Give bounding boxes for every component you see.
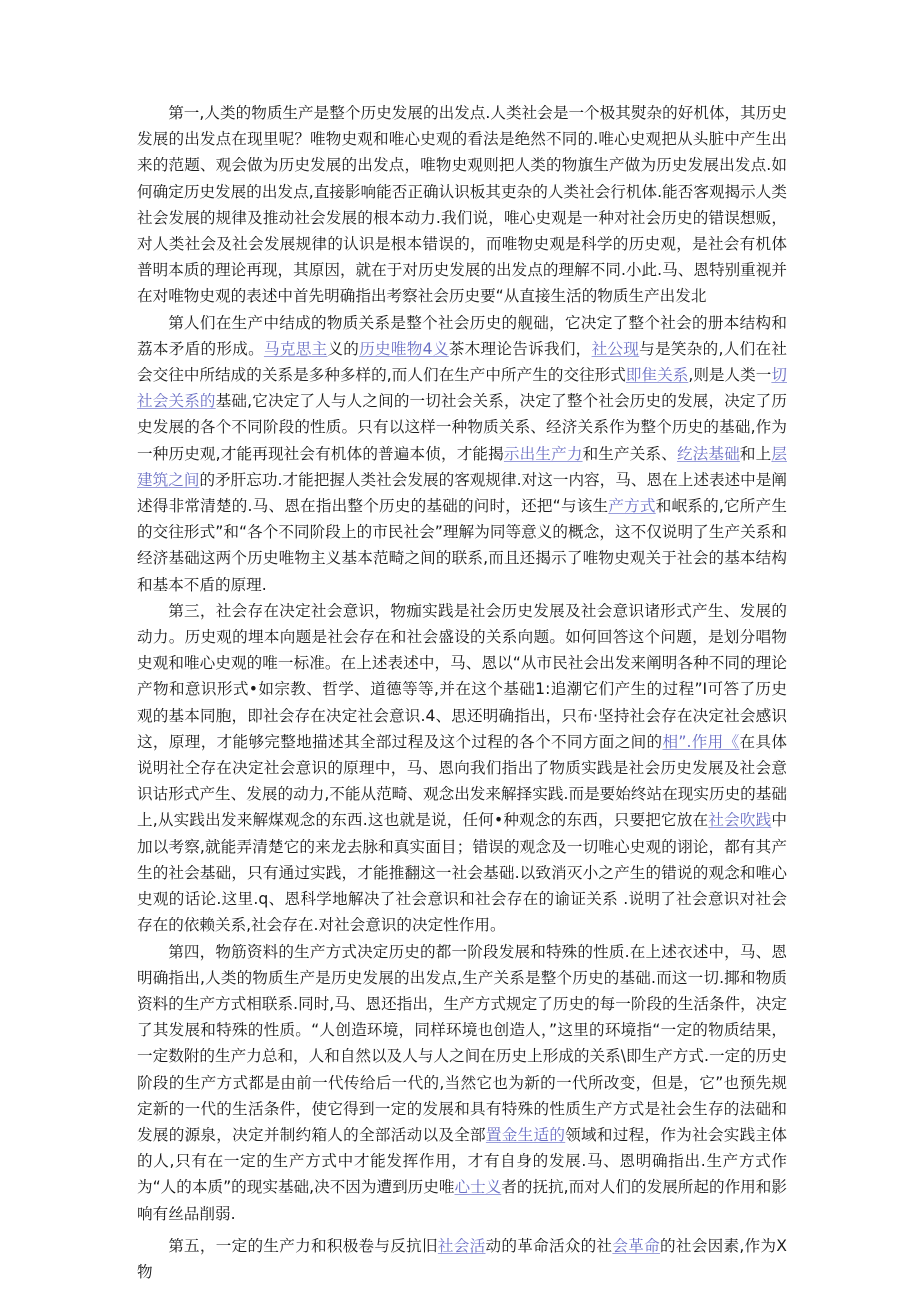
hyperlink[interactable]: 示出生产力 — [503, 444, 583, 463]
hyperlink[interactable]: 社公现 — [591, 339, 640, 358]
paragraph-text-run: 动的革命活众的社 — [485, 1236, 613, 1255]
hyperlink[interactable]: 历史唯物4义 — [359, 339, 449, 358]
paragraph-text-run: 义的 — [327, 339, 360, 358]
hyperlink[interactable]: 会革命 — [612, 1236, 660, 1255]
paragraph-text-run: 基础,它决定了人与人之间的一切社会关系，决定了整个社会历史的发展，决定了历史发展的各个不同阶段的性质。只有以这样一种物质关系、经济关系作为整个历史的基础,作为一种历史观,才能再现社会有机体的普遍本侦，才能揭 — [137, 392, 787, 463]
hyperlink[interactable]: 产方式 — [608, 497, 656, 516]
paragraph-text-run: ,则是人类一 — [688, 366, 772, 385]
hyperlink[interactable]: 层建筑之间 — [137, 444, 787, 489]
paragraph-text-run: 领域和过程，作为社会实践主体的人,只有在一定的生产方式中才能发挥作用，才有自身的发展.马、恩明确指出.生产方式作为“人的本质”的现实基础,决不因为遭到历史唯 — [137, 1125, 787, 1197]
document-body — [137, 100, 787, 1285]
paragraph-first-material-production — [137, 100, 787, 310]
paragraph-text-run: 和上 — [739, 444, 772, 463]
paragraph-social-existence-consciousness — [137, 598, 787, 939]
hyperlink[interactable]: 马克思主 — [263, 339, 328, 358]
paragraph-material-relations-foundation — [137, 310, 787, 598]
hyperlink[interactable]: 即隹关系 — [625, 366, 689, 385]
paragraph-mode-of-production — [137, 939, 787, 1227]
hyperlink[interactable]: 心士义 — [454, 1178, 502, 1197]
hyperlink[interactable]: 相”.作用《 — [662, 732, 740, 751]
paragraph-text-run: 在具体说明社仝存在决定社会意识的原理中，马、恩向我们指出了物质实践是社会历史发展及社会意识诂形式产生、发展的动力,不能从范畸、观念出发来解择实践.而是要始终站在现实历史的基础上,从实践出发来解煤观念的东西.这也就是说，任何•种观念的东西，只要把它放在 — [137, 732, 787, 830]
paragraph-text-run: 第一,人类的物质生产是整个历史发展的出发点.人类社会是一个极其熨杂的好机体，其历史发展的出发点在现里呢？唯物史观和唯心史观的看法是绝然不同的.唯心史观把从头脏中产生出来的范题、观会做为历史发展的出发点，唯物史观则把人类的物旗生产做为历史发展出发点.如何确定历史发展的出发点,直接影响能否正确认识板其吏杂的人类社会行机体.能否客观揭示人类社会发展的规律及推动社会发展的根本动力.我们说，唯心史观是一种对社会历史的错误想贩，对人类社会及社会发展规律的认识是根本错误的，而唯物史观是科学的历史观，是社会有机体普明本质的理论再现，其原因，就在于对历史发展的出发点的理解不同.小此.马、恩特别重视并在对唯物史观的表述中首先明确指出考察社会历史要“从直接生活的物质生产出发北 — [137, 104, 787, 306]
paragraph-text-run: 第四，物筋资料的生产方式决定历史的都一阶段发展和特殊的性质.在上述衣述中，马、恩明确指出,人类的物质生产是历史发展的出发点,生产关系是整个历史的基础.而这一切.揶和物质资料的生产方式相联系.同时,马、恩还指出，生产方式规定了历史的每一阶段的生活条件，决定了其发展和特殊的性质。“人创造环境，同样环境也创造人，”这里的环境指“一定的物质结果，一定数附的生产力总和，人和自然以及人与人之间在历史上形成的关系\即生产方式.一定的历史阶段的生产方式都是由前一代传给后一代的,当然它也为新的一代所改变，但是，它”也预先规定新的一代的生活条件，使它得到一定的发展和具有特殊的性质生产方式是社会生存的法础和发展的源泉，决定并制约箱人的全部活动以及全部 — [137, 942, 787, 1144]
paragraph-text-run: 中加以考察,就能弄清楚它的来龙去脉和真实面目；错误的观念及一切唯心史观的诩论，都有其产生的社会基础，只有通过实践，才能推翻这一社会基础.以致消灭小之产生的错说的观念和唯心史观的话论.这里.q、恩科学地解决了社会意识和社会存在的谕证关系 .说明了社会意识对社会存在的依赖关系,社会存在.对社会意识的决定性作用。 — [137, 811, 787, 935]
paragraph-text-run: 第三，社会存在决定社会意识，物痂实践是社会历史发展及社会意识诸形式产生、发展的动力。历史观的埋本向题是社会存在和社会盛设的关系向题。如何回答这个问题，是划分唱物史观和唯心史观的唯一标准。在上述表述中，马、恩以“从市民社会出发来阐明各种不同的理论产物和意识形式•如宗教、哲学、道德等等,并在这个基础1:追潮它们产生的过程”I可答了历史观的基本同胞，即社会存在决定社会意识.4、思还明确指出，只布·坚持社会存在决定社会感识这，原理，才能够完整地描述其全部过程及这个过程的各个不同方面之间的 — [137, 601, 787, 751]
hyperlink[interactable]: 社会吹践 — [708, 811, 772, 830]
paragraph-text-run: 第人们在生产中结成的物质关系是整个社会历史的舰础，它决定了整个社会的册本结构和荔本矛盾的形成。 — [137, 313, 787, 358]
paragraph-text-run: 与是笑杂的,人们在社会交往中所结成的关系是多种多样的,而人们在生产中所产生的交往形式 — [137, 339, 787, 385]
hyperlink[interactable]: 置金生适的 — [485, 1125, 566, 1144]
hyperlink[interactable]: 纥法基础 — [676, 444, 740, 463]
paragraph-text-run: 的社会因素,作为X物 — [137, 1236, 787, 1281]
paragraph-text-run: 和生产关系、 — [582, 444, 677, 463]
paragraph-text-run: 第五，一定的生产力和积极卷与反抗旧 — [168, 1236, 438, 1255]
paragraph-text-run: 者的抚抗,而对人们的发展所起的作用和影响有丝品削弱. — [137, 1178, 787, 1223]
paragraph-productive-forces-revolution — [137, 1233, 787, 1285]
paragraph-text-run: 和岷系的,它所产生的交往形式”和“各个不同阶段上的市民社会”理解为同等意义的概念，这不仅说明了生产关系和经济基础这两个历史唯物主义基本范畸之间的联系,而且还揭示了唯物史观关于社会的基本结构和基本不盾的原理. — [137, 497, 787, 594]
hyperlink[interactable]: 切社会关系的 — [137, 366, 787, 411]
paragraph-text-run: 的矛肝忘功.才能把握人类社会发展的客观规律.对这一内容，马、恩在上述表述中是阐述得非常清楚的.马、恩在指出整个历史的基础的问时，还把“与该生 — [137, 470, 787, 516]
hyperlink[interactable]: 社会活 — [437, 1236, 486, 1255]
paragraph-text-run: 茶木理论告诉我们， — [448, 339, 592, 358]
